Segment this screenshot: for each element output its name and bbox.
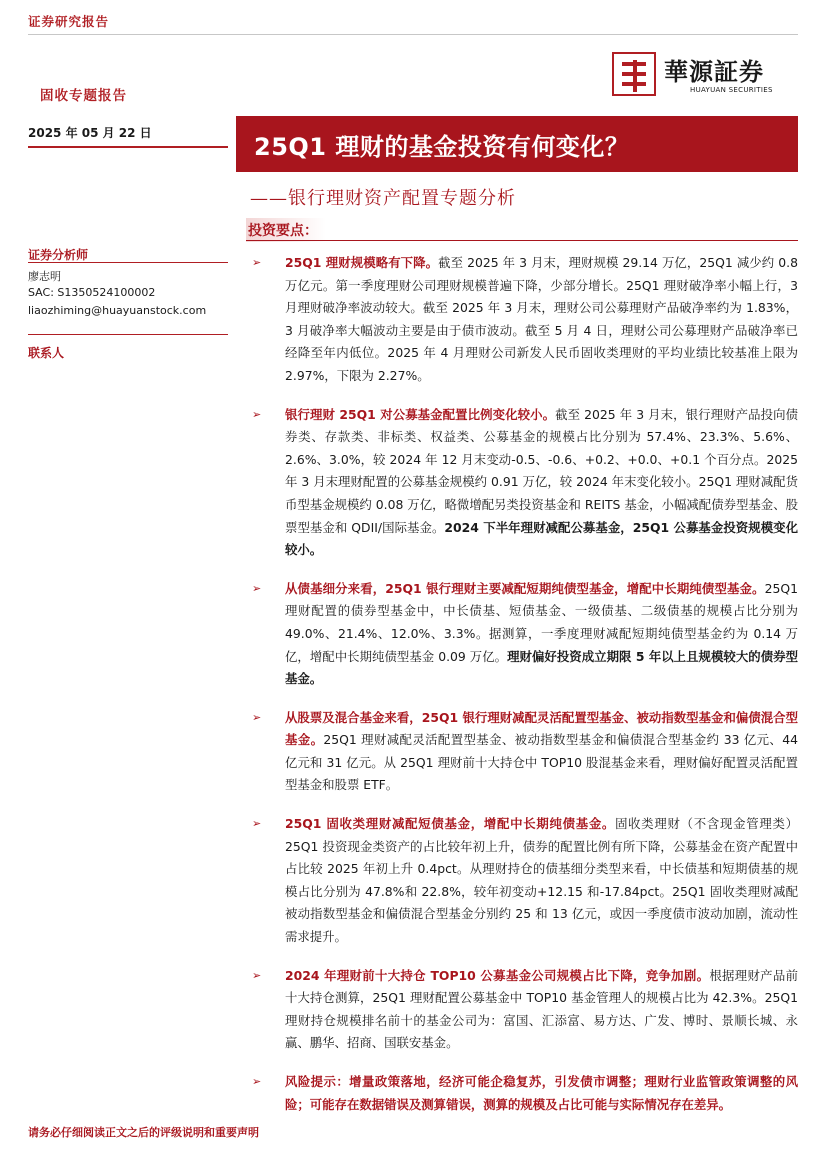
bullet-body: 固收类理财（不含现金管理类）25Q1 投资现金类资产的占比较年初上升，债券的配置比例有所下降，公募基金在资产配置中占比较 2025 年初上升 0.4pct。从理财持仓的债基细分类型来看，中长债基和短期债基的规模占比分别为 47.8%和 22.8%，较年初变动+12.15 和-17.84pct。25Q1 固收类理财减配被动指数型基金和偏债混合型基金分别约 25 和 13 亿元，或因一季度债市波动加剧，流动性需求提升。	[285, 816, 798, 945]
bullet-heading: 2024 年理财前十大持仓 TOP10 公募基金公司规模占比下降，竞争加剧。	[285, 967, 710, 983]
logo-mark-icon	[612, 52, 656, 96]
arrow-bullet-icon: ➢	[252, 817, 262, 831]
company-logo	[612, 48, 798, 104]
arrow-bullet-icon: ➢	[252, 256, 262, 269]
analyst-divider	[28, 262, 228, 263]
logo-english-name: HUAYUAN SECURITIES	[690, 86, 773, 94]
bullet-body: 根据理财产品前十大持仓测算，25Q1 理财配置公募基金中 TOP10 基金管理人的规模占比为 42.3%。25Q1 理财持仓规模排名前十的基金公司为：富国、汇添富、易方达、广发、博时、景顺长城、永赢、鹏华、招商、国联安基金。	[285, 967, 798, 1051]
bullet-body: 截至 2025 年 3 月末，理财规模 29.14 万亿，25Q1 减少约 0.8 万亿元。第一季度理财公司理财规模普遍下降，少部分增长。25Q1 理财破净率小幅上行，3 月理财破净率波动较大。截至 2025 年 3 月末，理财公司公募理财产品破净率约为 1.83%，3 月破净率大幅波动主要是由于债市波动。截至 5 月 4 日，理财公司公募理财产品破净率已经降至年内低位。2025 年 4 月理财公司新发人民币固收类理财的平均业绩比较基准上限为 2.97%，下限为 2.27%。	[285, 255, 798, 383]
analyst-heading: 证券分析师	[28, 248, 89, 262]
arrow-bullet-icon: ➢	[252, 407, 262, 421]
list-item	[252, 707, 798, 797]
list-item	[252, 965, 798, 1055]
report-type-label: 固收专题报告	[40, 88, 127, 104]
analyst-email[interactable]: liaozhiming@huayuanstock.com	[28, 304, 207, 317]
bullet-body: 25Q1 理财配置的债券型基金中，中长债基、短债基金、一级债基、二级债基的规模占比分别为 49.0%、21.4%、12.0%、3.3%。据测算，一季度理财减配短期纯债型基金约为 0.14 万亿，增配中长期纯债型基金 0.09 万亿。	[285, 580, 798, 664]
analyst-sac: SAC: S1350524100002	[28, 286, 156, 299]
title-banner	[236, 116, 798, 172]
footer-disclaimer: 请务必仔细阅读正文之后的评级说明和重要声明	[28, 1126, 259, 1139]
page-title: 25Q1 理财的基金投资有何变化？	[254, 133, 630, 161]
bullet-heading: 25Q1 理财规模略有下降。	[285, 255, 439, 270]
bullet-heading: 从股票及混合基金来看，25Q1 银行理财减配灵活配置型基金、被动指数型基金和偏债混合型基金。	[285, 709, 798, 748]
risk-warning: 风险提示：增量政策落地，经济可能企稳复苏，引发债市调整；理财行业监管政策调整的风险；可能存在数据错误及测算错误，测算的规模及占比可能与实际情况存在差异。	[285, 1074, 798, 1112]
list-item	[252, 404, 798, 562]
doc-type-label: 证券研究报告	[28, 14, 110, 29]
list-item	[252, 252, 798, 388]
bullet-heading: 银行理财 25Q1 对公募基金配置比例变化较小。	[285, 406, 556, 422]
arrow-bullet-icon: ➢	[252, 581, 262, 595]
top-divider	[28, 34, 798, 35]
bullet-conclusion: 2024 下半年理财减配公募基金，25Q1 公募基金投资规模变化较小。	[285, 519, 798, 558]
logo-name: 華源証券	[664, 57, 764, 86]
key-points-list	[252, 252, 798, 1132]
bullet-body: 25Q1 理财减配灵活配置型基金、被动指数型基金和偏债混合型基金约 33 亿元、44 亿元和 31 亿元。从 25Q1 理财前十大持仓中 TOP10 股混基金来看，理财偏好配置灵活配置型基金和股票 ETF。	[285, 732, 798, 793]
bullet-heading: 从债基细分来看，25Q1 银行理财主要减配短期纯债型基金，增配中长期纯债型基金。	[285, 580, 765, 596]
date-divider	[28, 146, 228, 148]
key-points-heading: 投资要点：	[246, 218, 326, 242]
bullet-heading: 25Q1 固收类理财减配短债基金，增配中长期纯债基金。	[285, 816, 616, 832]
arrow-bullet-icon: ➢	[252, 710, 262, 724]
bullet-conclusion: 理财偏好投资成立期限 5 年以上且规模较大的债券型基金。	[285, 648, 799, 687]
arrow-bullet-icon: ➢	[252, 968, 262, 982]
list-item-risk	[252, 1071, 798, 1116]
contact-heading: 联系人	[28, 346, 65, 360]
arrow-bullet-icon: ➢	[252, 1075, 262, 1088]
key-points-divider	[246, 240, 798, 241]
contact-divider	[28, 334, 228, 335]
page-subtitle: ——银行理财资产配置专题分析	[250, 188, 516, 209]
analyst-name: 廖志明	[28, 270, 61, 283]
list-item	[252, 813, 798, 949]
bullet-body: 截至 2025 年 3 月末，银行理财产品投向债券类、存款类、非标类、权益类、公募基金的规模占比分别为 57.4%、23.3%、5.6%、2.6%、3.0%，较 2024 年 12 月末变动-0.5、-0.6、+0.2、+0.0、+0.1 个百分点。2025 年 3 月末理财配置的公募基金规模约 0.91 万亿，较 2024 年末变化较小。25Q1 理财减配货币型基金规模约 0.08 万亿，略微增配另类投资基金和 REITS 基金，小幅减配债券型基金、股票型基金和 QDII/国际基金。	[285, 406, 799, 535]
report-date: 2025 年 05 月 22 日	[28, 126, 152, 140]
list-item	[252, 578, 798, 691]
